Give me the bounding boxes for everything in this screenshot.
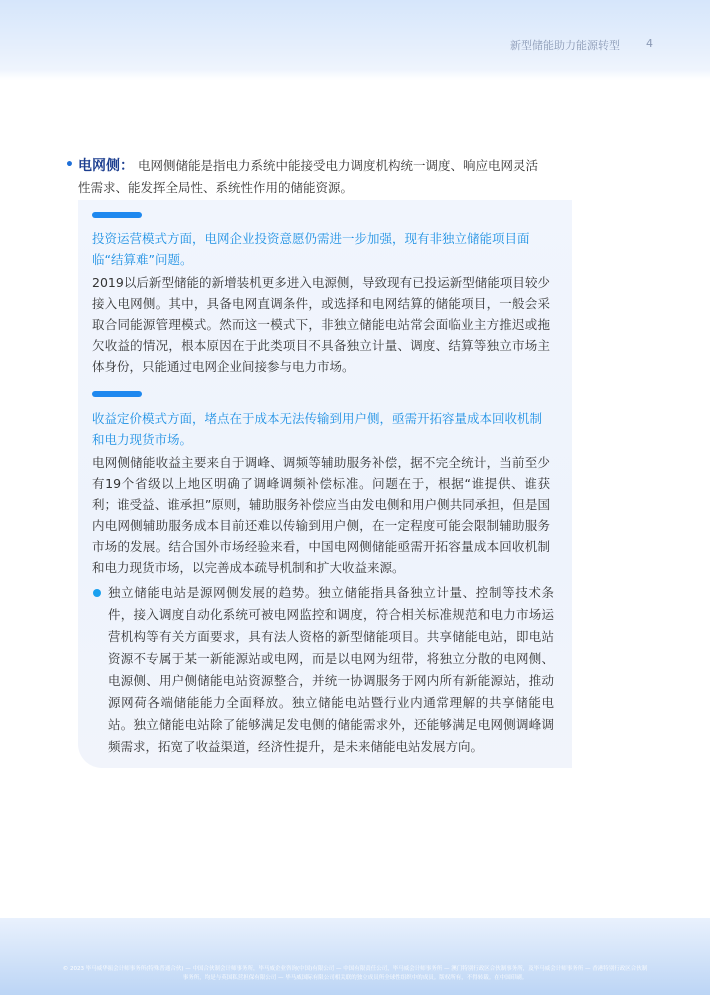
page-number: 4 <box>646 37 653 50</box>
footer-legal: © 2023 毕马威华振会计师事务所(特殊普通合伙) — 中国合伙制会计师事务所，毕马威企业咨询(中国)有限公司 — 中国有限责任公司，毕马威会计师事务所 — 澳门特别行政区合伙制事务所，及毕马威会计师事务所 — 香港特别行政区合伙制事务所，均是与英国私营担保有限公司 — 毕马威国际有限公司相关联的独立成员所全球性组织中的成员。版权所有，不得转载。在中国印刷。 <box>62 966 648 981</box>
footer-band <box>0 918 710 995</box>
running-header-title: 新型储能助力能源转型 <box>510 39 620 52</box>
bullet-dot-icon <box>93 589 101 597</box>
section-term: 电网侧： <box>78 158 134 174</box>
independent-storage-point: 独立储能电站是源网侧发展的趋势。独立储能指具备独立计量、控制等技术条件，接入调度自动化系统可被电网监控和调度，符合相关标准规范和电力市场运营机构等有关方面要求，具有法人资格的新型储能项目。共享储能电站，即电站资源不专属于某一新能源站或电网，而是以电网为纽带，将独立分散的电网侧、电源侧、用户侧储能电站资源整合，并统一协调服务于网内所有新能源站，推动源网荷各端储能能力全面释放。独立储能电站暨行业内通常理解的共享储能电站。独立储能电站除了能够满足发电侧的储能需求外，还能够满足电网侧调峰调频需求，拓宽了收益渠道，经济性提升，是未来储能电站发展方向。 <box>108 585 554 754</box>
bullet-icon: • <box>65 157 74 173</box>
paragraph-investment: 2019以后新型储能的新增装机更多进入电源侧，导致现有已投运新型储能项目较少接入电网侧。其中，具备电网直调条件，或选择和电网结算的储能项目，一般会采取合同能源管理模式。然而这一模式下，非独立储能电站常会面临业主方推迟或拖欠收益的情况，根本原因在于此类项目不具备独立计量、调度、结算等独立市场主体身份，只能通过电网企业间接参与电力市场。 <box>92 275 550 374</box>
accent-bar <box>92 212 142 218</box>
grid-side-section <box>65 155 548 198</box>
callout-pricing: 收益定价模式方面，堵点在于成本无法传输到用户侧，亟需开拓容量成本回收机制和电力现货市场。 <box>92 411 543 447</box>
section-description: 电网侧储能是指电力系统中能接受电力调度机构统一调度、响应电网灵活性需求、能发挥全局性、系统性作用的储能资源。 <box>78 158 539 195</box>
callout-investment: 投资运营模式方面，电网企业投资意愿仍需进一步加强，现有非独立储能项目面临“结算难”问题。 <box>92 231 530 267</box>
accent-bar <box>92 391 142 397</box>
paragraph-pricing: 电网侧储能收益主要来自于调峰、调频等辅助服务补偿，据不完全统计，当前至少有19个省级以上地区明确了调峰调频补偿标准。问题在于，根据“谁提供、谁获利；谁受益、谁承担”原则，辅助服务补偿应当由发电侧和用户侧共同承担，但是国内电网侧辅助服务成本目前还难以传输到用户侧，在一定程度可能会限制辅助服务市场的发展。结合国外市场经验来看，中国电网侧储能亟需开拓容量成本回收机制和电力现货市场，以完善成本疏导机制和扩大收益来源。 <box>92 455 550 575</box>
header-band <box>0 0 710 80</box>
